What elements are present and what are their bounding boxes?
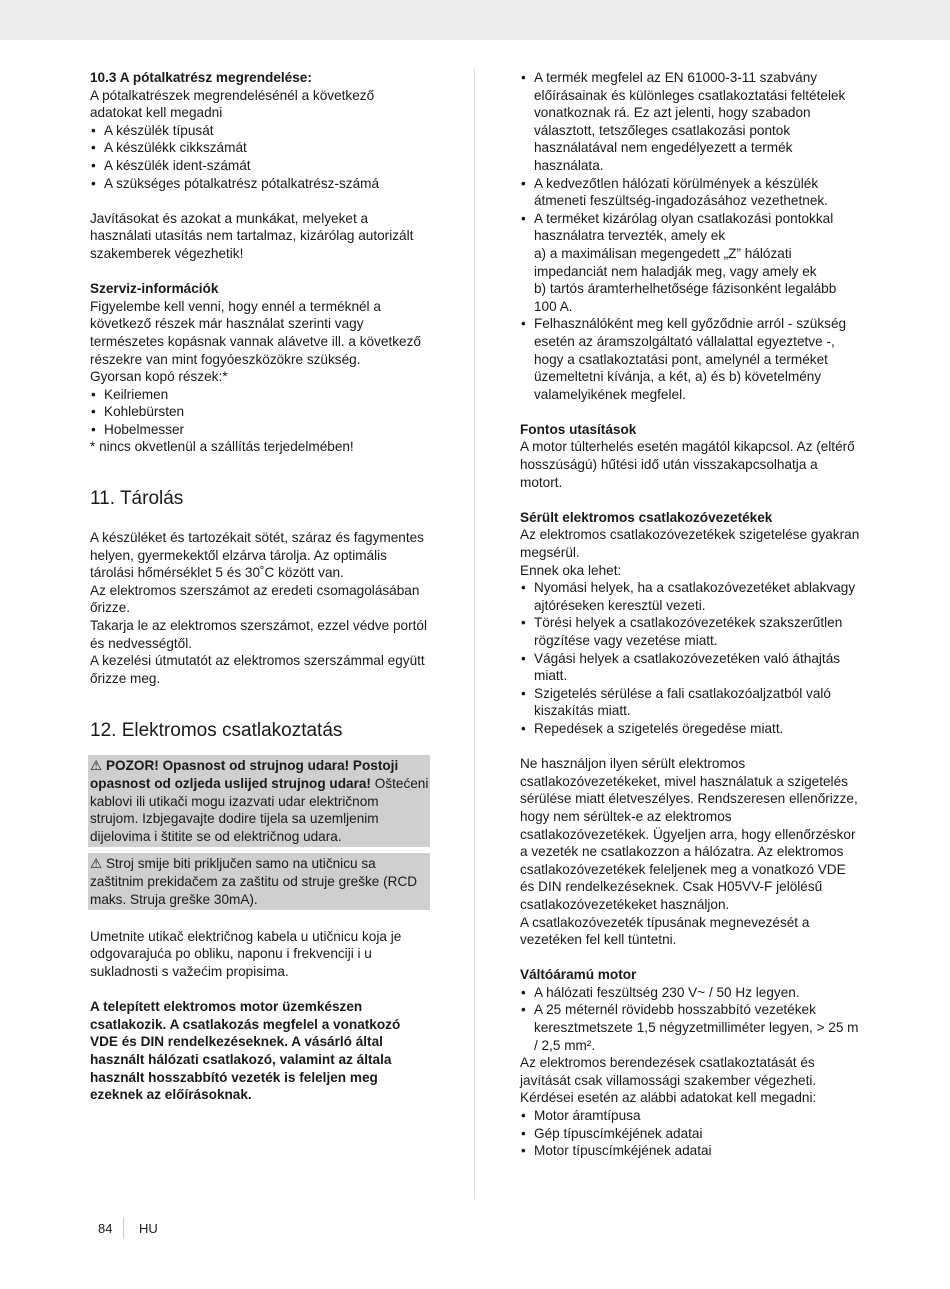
list-item: • Nyomási helyek, ha a csatlakozóvezetéket ablakvagy ajtóréseken keresztül vezeti. xyxy=(520,579,862,614)
language-code: HU xyxy=(139,1221,158,1236)
shock-warning-title: POZOR! Opasnost od strujnog udara! Postoji opasnost od ozljeda uslijed strujnog udara! xyxy=(90,758,399,791)
damaged-cables-cause: Ennek oka lehet: xyxy=(520,562,622,578)
left-column xyxy=(90,69,430,1104)
list-item: • Motor típuscímkéjének adatai xyxy=(520,1142,862,1160)
standard-list xyxy=(520,69,862,403)
storage-paragraph: A készüléket és tartozékait sötét, száraz és fagymentes helyen, gyermekektől elzárva tárolja. Az optimális tárolási hőmérséklet 5 és 30˚C között van. xyxy=(90,530,424,581)
wear-parts-list xyxy=(90,386,430,439)
list-item: • A termék megfelel az EN 61000-3-11 szabvány előírásainak és különleges csatlakoztatási feltételek vonatkoznak rá. Ez azt jelenti, hogy szabadon választott, tetszőleges csatlakozási pontok használatával nem engedélyezett a termék használata. xyxy=(520,69,862,175)
motor-connection-paragraph: A telepített elektromos motor üzemkészen csatlakozik. A csatlakozás megfelel a vonatkozó VDE és DIN rendelkezéseknek. A vásárló által használt hálózati csatlakozó, valamint az általa használt hosszabbító vezeték is feleljen meg ezeknek az előírásoknak. xyxy=(90,999,401,1103)
damaged-cables-title: Sérült elektromos csatlakozóvezetékek xyxy=(520,509,773,525)
list-item: • A szükséges pótalkatrész pótalkatrész-számá xyxy=(90,175,430,193)
list-item-text: A terméket kizárólag olyan csatlakozási pontokkal használatra tervezték, amely ek xyxy=(534,210,834,244)
column-divider xyxy=(474,69,475,1199)
damage-causes-list xyxy=(520,579,862,737)
wear-parts-label: Gyorsan kopó részek:* xyxy=(90,369,228,385)
impedance-condition: a) a maximálisan megengedett „Z” hálózati impedanciát nem haladják meg, vagy amely ek xyxy=(534,245,817,279)
section-10-3-intro: A pótalkatrészek megrendelésénél a következő adatokat kell megadni xyxy=(90,87,375,121)
storage-paragraph: Takarja le az elektromos szerszámot, ezzel védve portól és nedvességtől. xyxy=(90,618,427,651)
list-item: • A kedvezőtlen hálózati körülmények a készülék átmeneti feszültség-ingadozásához vezethetnek. xyxy=(520,175,862,210)
shock-warning-text: Oštećeni kablovi ili utikači mogu izazvati udar električnom strujom. Izbjegavajte dodire tijela sa uzemljenim dijelovima i štitite se od električnog udara. xyxy=(90,776,429,844)
service-text: Figyelembe kell venni, hogy ennél a terméknél a következő részek már használat szerinti vagy természetes kopásnak vannak alávetve ill. a következő részekre van mint fogyóeszközökre szükség. xyxy=(90,298,421,367)
right-column xyxy=(520,69,862,1160)
warning-icon: ⚠ xyxy=(90,856,103,872)
important-text: A motor túlterhelés esetén magától kikapcsol. Az (eltérő hosszúságú) hűtési idő után visszakapcsolhatja a motort. xyxy=(520,439,855,490)
cable-type-paragraph: A csatlakozóvezeték típusának megnevezését a vezetéken fel kell tüntetni. xyxy=(520,914,810,948)
top-bar xyxy=(0,0,950,40)
required-data-list xyxy=(520,1107,862,1160)
shock-warning-box xyxy=(88,755,430,847)
list-item: • A készülékk cikkszámát xyxy=(90,139,430,157)
ac-motor-text: Az elektromos berendezések csatlakoztatását és javítását csak villamossági szakember végezheti. xyxy=(520,1055,817,1088)
storage-paragraph: A kezelési útmutatót az elektromos szerszámmal együtt őrizze meg. xyxy=(90,653,425,686)
list-item xyxy=(520,210,862,316)
list-item: • A készülék típusát xyxy=(90,122,430,140)
list-item: • Vágási helyek a csatlakozóvezetéken való áthajtás miatt. xyxy=(520,650,862,685)
list-item: • Szigetelés sérülése a fali csatlakozóaljzatból való kiszakítás miatt. xyxy=(520,685,862,720)
list-item: • A hálózati feszültség 230 V~ / 50 Hz legyen. xyxy=(520,984,862,1002)
section-10-3-title: 10.3 A pótalkatrész megrendelése: xyxy=(90,70,312,85)
list-item: • Gép típuscímkéjének adatai xyxy=(520,1125,862,1143)
list-item: • Felhasználóként meg kell győződnie arról - szükség esetén az áramszolgáltató vállalattal egyeztetve -, hogy a csatlakoztatási pont, amelynél a terméket üzemeltetni kívánja, a két, a) és b) követelmény valamelyikének megfelel. xyxy=(520,315,862,403)
damaged-cables-text: Az elektromos csatlakozóvezetékek szigetelése gyakran megsérül. xyxy=(520,527,860,561)
list-item: • Kohlebürsten xyxy=(90,403,430,421)
wear-parts-note: * nincs okvetlenül a szállítás terjedelmében! xyxy=(90,439,354,455)
footer-divider xyxy=(123,1218,124,1238)
order-data-list xyxy=(90,122,430,192)
rcd-warning-text: Stroj smije biti priključen samo na utičnicu sa zaštitnim prekidačem za zaštitu od struje greške (RCD maks. Struja greške 30mA). xyxy=(90,856,418,907)
warning-icon: ⚠ xyxy=(90,758,103,774)
page-number: 84 xyxy=(98,1221,113,1236)
ac-motor-title: Váltóáramú motor xyxy=(520,967,637,983)
plug-paragraph: Umetnite utikač električnog kabela u utičnicu koja je odgovarajuća po obliku, naponu i frekvenciji i u sukladnosti s važećim propisima. xyxy=(90,928,402,979)
list-item: • Motor áramtípusa xyxy=(520,1107,862,1125)
list-item: • Hobelmesser xyxy=(90,421,430,439)
list-item: • A készülék ident-számát xyxy=(90,157,430,175)
ac-motor-questions: Kérdései esetén az alábbi adatokat kell megadni: xyxy=(520,1090,817,1106)
service-title: Szerviz-információk xyxy=(90,281,219,297)
current-condition: b) tartós áramterhelhetősége fázisonként legalább 100 A. xyxy=(534,281,837,314)
list-item: • Repedések a szigetelés öregedése miatt. xyxy=(520,720,862,738)
list-item: • Keilriemen xyxy=(90,386,430,404)
rcd-warning-box xyxy=(88,853,430,910)
section-11-heading: 11. Tárolás xyxy=(90,488,184,510)
no-use-paragraph: Ne használjon ilyen sérült elektromos csatlakozóvezetékeket, mivel használatuk a szigetelés sérülése miatt életveszélyes. Rendszeresen ellenőrizze, hogy nem sérültek-e az elektromos csatlakozóvezetékek. Ügyeljen arra, hogy ellenőrzéskor a vezeték ne csatlakozzon a hálózatra. Az elektromos csatlakozóvezetékek feleljenek meg a vonatkozó VDE és DIN rendelkezéseknek. Csak H05VV-F jelölésű csatlakozóvezetékeket használjon. xyxy=(520,756,858,912)
ac-motor-list xyxy=(520,984,862,1054)
list-item: • A 25 méternél rövidebb hosszabbító vezetékek keresztmetszete 1,5 négyzetmilliméter legyen, > 25 m / 2,5 mm². xyxy=(520,1001,862,1054)
important-title: Fontos utasítások xyxy=(520,421,637,437)
list-item: • Törési helyek a csatlakozóvezetékek szakszerűtlen rögzítése vagy vezetése miatt. xyxy=(520,614,862,649)
storage-paragraph: Az elektromos szerszámot az eredeti csomagolásában őrizze. xyxy=(90,582,420,616)
repair-note: Javításokat és azokat a munkákat, melyeket a használati utasítás nem tartalmaz, kizárólag autorizált szakemberek végezhetik! xyxy=(90,210,414,261)
section-12-heading: 12. Elektromos csatlakoztatás xyxy=(90,720,343,742)
